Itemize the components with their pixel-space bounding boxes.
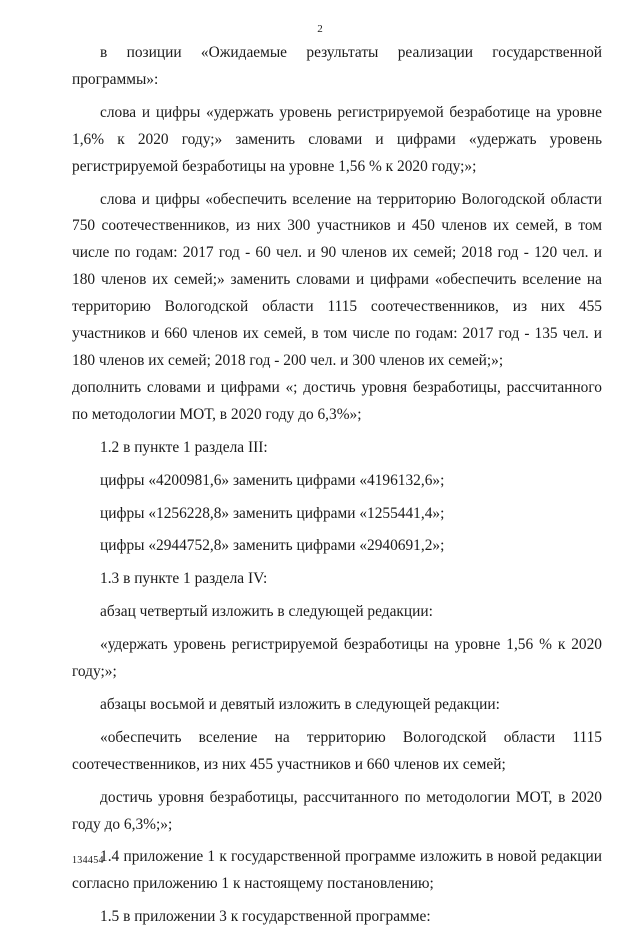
paragraph-figures-2: цифры «1256228,8» заменить цифрами «1255441,4»; [100, 504, 445, 522]
paragraph-supplement-ilo: дополнить словами и цифрами «; достичь уровня безработицы, рассчитанного по методологии МОТ, в 2020 году до 6,3%»; [72, 378, 602, 423]
paragraph-fourth-abzac: абзац четвертый изложить в следующей редакции: [100, 603, 433, 621]
paragraph-expected-results: в позиции «Ожидаемые результаты реализации государственной программы»: [72, 44, 602, 88]
page-number: 2 [317, 23, 323, 35]
paragraph-item-1-5: 1.5 в приложении 3 к государственной программе: [100, 908, 431, 926]
paragraph-resettlement-words: слова и цифры «обеспечить вселение на территорию Вологодской области 750 соотечественников, из них 300 участников и 450 членов их семей, в том числе по годам: 2017 год - 60 чел. и 90 членов их семей; 2018 год - 120 чел. и 180 членов их семей;» заменить словами и цифрами «обеспечить вселение на территорию Вологодской области 1115 соотечественников, из них 455 участников и 660 членов их семей, в том числе по годам: 2017 год - 135 чел. и 180 членов их семей; 2018 год - 200 чел. и 300 членов их семей;»; [72, 190, 602, 369]
paragraph-eighth-ninth: абзацы восьмой и девятый изложить в следующей редакции: [100, 695, 500, 713]
paragraph-unemployment-words: слова и цифры «удержать уровень регистрируемой безработице на уровне 1,6% к 2020 году;» заменить словами и цифрами «удержать уровень регистрируемой безработицы на уровне 1,56 % к 2020 году;»; [72, 103, 602, 175]
paragraph-figures-3: цифры «2944752,8» заменить цифрами «2940691,2»; [100, 537, 445, 555]
document-body [72, 40, 602, 931]
paragraph-ilo-new: достичь уровня безработицы, рассчитанного по методологии МОТ, в 2020 году до 6,3%;»; [72, 788, 602, 833]
paragraph-item-1-4: 1.4 приложение 1 к государственной программе изложить в новой редакции согласно приложению 1 к настоящему постановлению; [72, 848, 602, 893]
document-code: 134454 [72, 855, 104, 866]
paragraph-figures-1: цифры «4200981,6» заменить цифрами «4196132,6»; [100, 471, 445, 489]
paragraph-resettlement-new: «обеспечить вселение на территорию Вологодской области 1115 соотечественников, из них 455 участников и 660 членов их семей; [72, 728, 602, 773]
paragraph-unemployment-new: «удержать уровень регистрируемой безработицы на уровне 1,56 % к 2020 году;»; [72, 636, 602, 681]
paragraph-item-1-3: 1.3 в пункте 1 раздела IV: [100, 570, 268, 588]
paragraph-item-1-2: 1.2 в пункте 1 раздела III: [100, 438, 268, 456]
